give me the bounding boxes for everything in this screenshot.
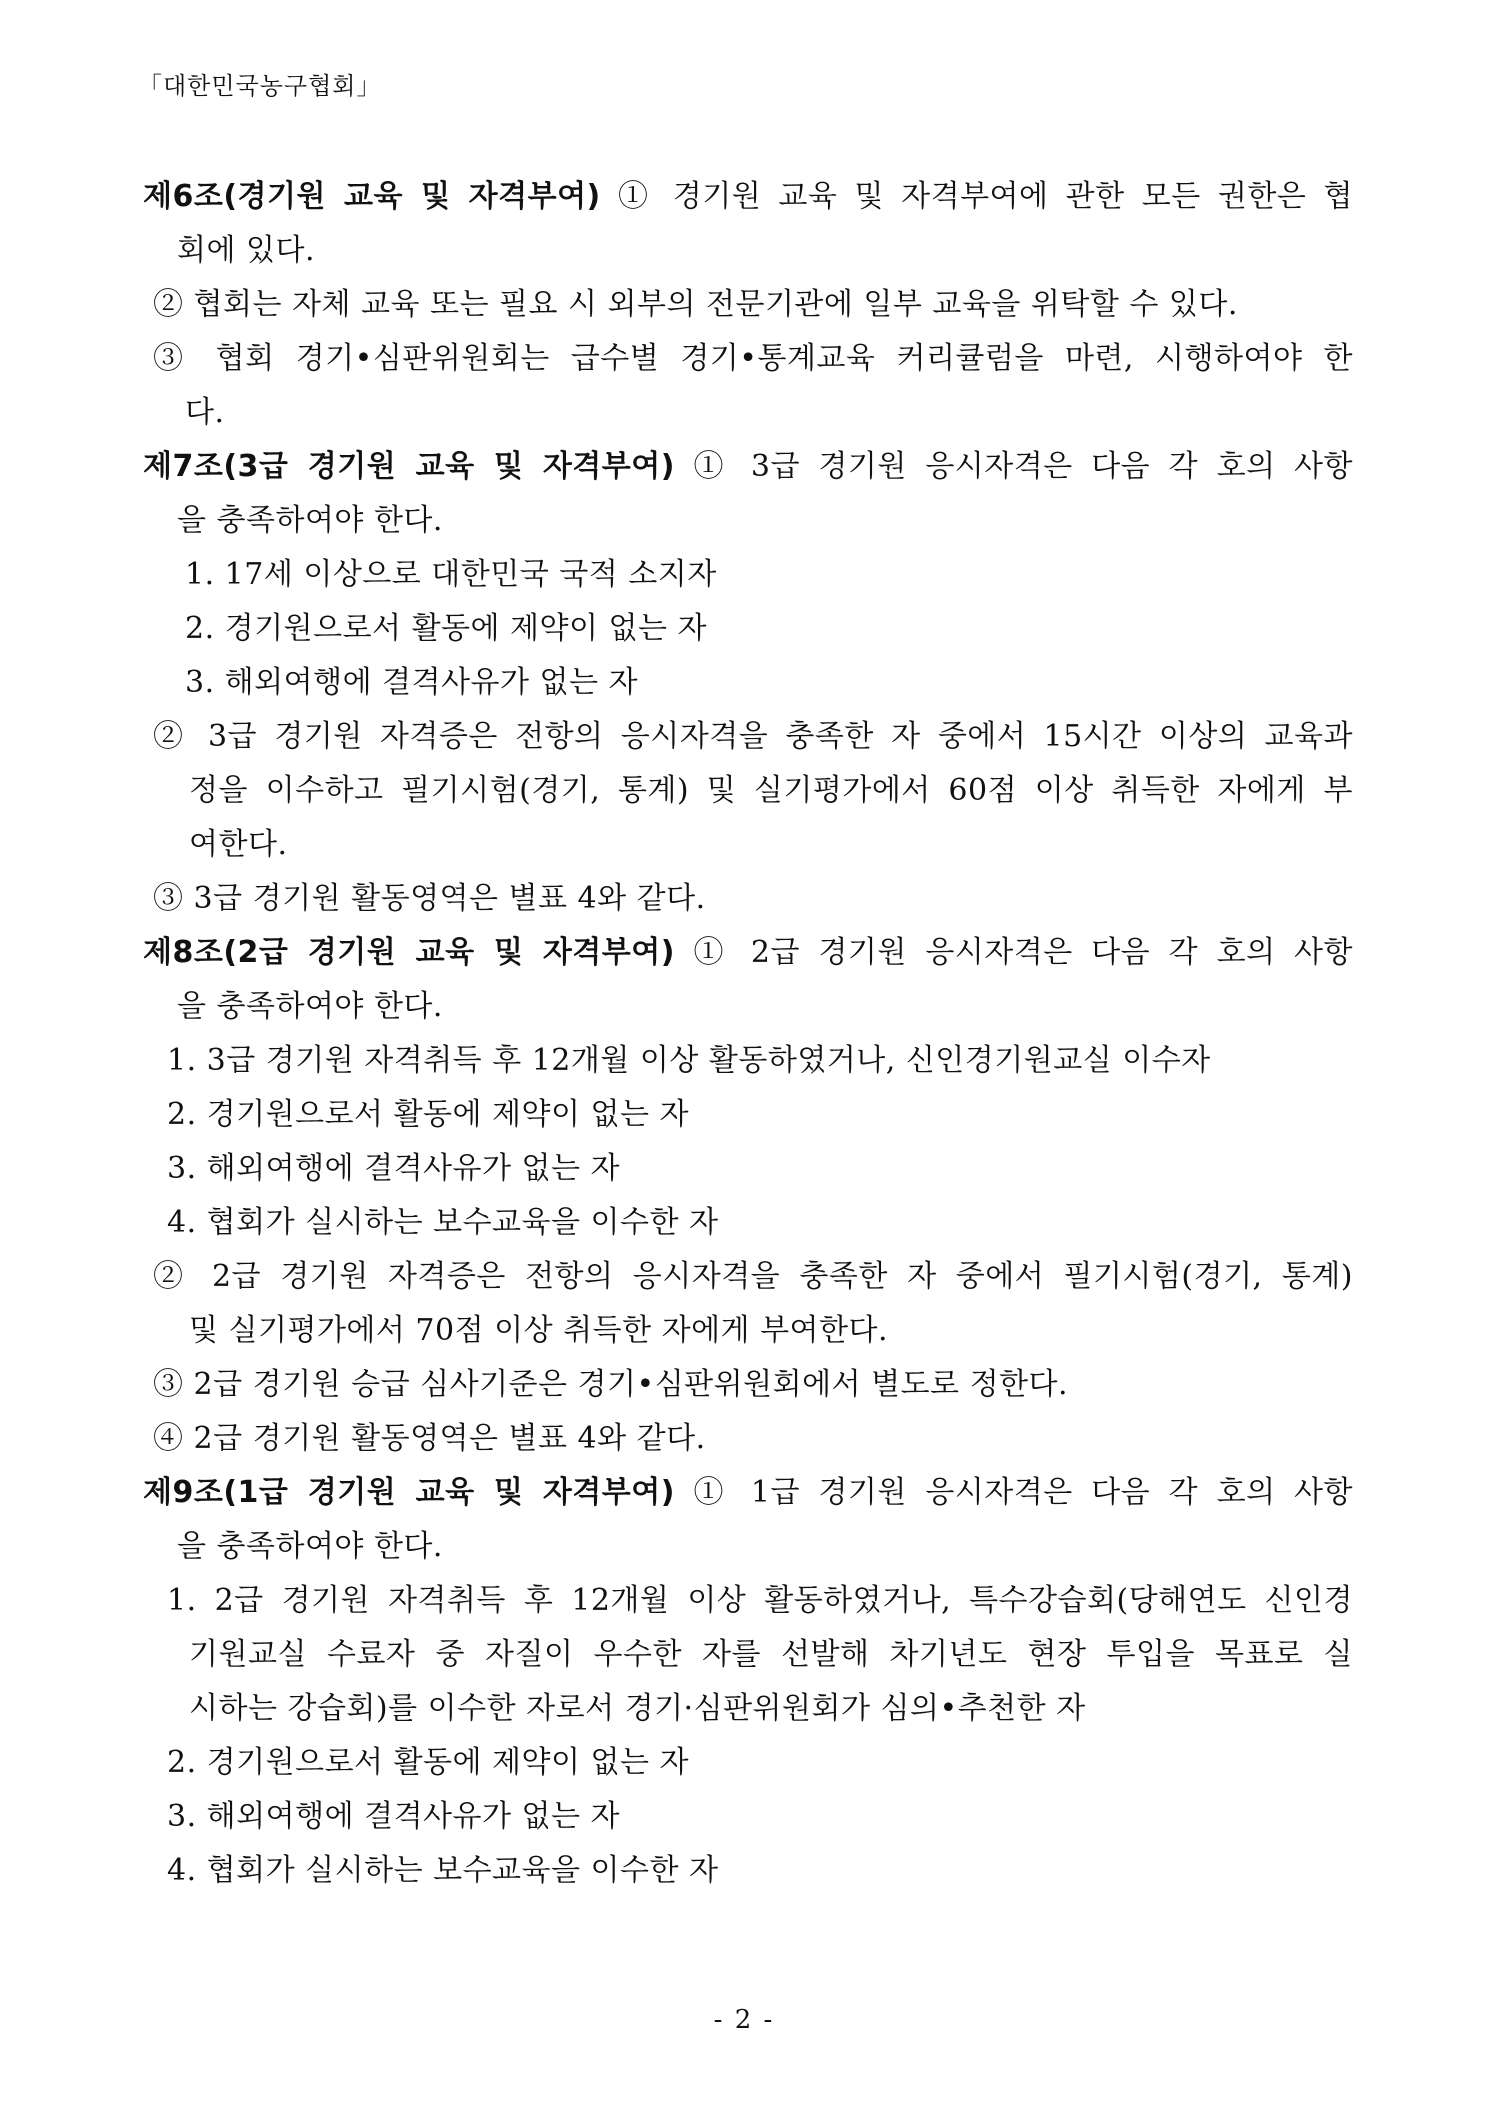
article-8-para-3: ③ 2급 경기원 승급 심사기준은 경기•심판위원회에서 별도로 정한다. [153,1367,1069,1402]
document-header: 「대한민국농구협회」 [138,72,382,100]
list-item: 4. 협회가 실시하는 보수교육을 이수한 자 [167,1205,719,1240]
article-9-title: 제9조(1급 경기원 교육 및 자격부여) [143,1475,675,1510]
article-8-title: 제8조(2급 경기원 교육 및 자격부여) [143,935,675,970]
article-6-title: 제6조(경기원 교육 및 자격부여) [143,179,601,214]
article-6-para-3-line-1: ③ 협회 경기•심판위원회는 급수별 경기•통계교육 커리큘럼을 마련, 시행하여야 한 [153,341,1353,376]
list-item: 3. 해외여행에 결격사유가 없는 자 [167,1151,621,1186]
article-7-para-1-line-2: 을 충족하여야 한다. [177,503,443,538]
article-7-para-1-line-1: ① 3급 경기원 응시자격은 다음 각 호의 사항 [693,449,1353,484]
article-9-item-1-line-2: 기원교실 수료자 중 자질이 우수한 자를 선발해 차기년도 현장 투입을 목표로 실 [189,1637,1353,1672]
article-7-para-3: ③ 3급 경기원 활동영역은 별표 4와 같다. [153,881,706,916]
article-6-first-line [143,170,1353,224]
page-number: - 2 - [713,2005,775,2035]
list-item: 4. 협회가 실시하는 보수교육을 이수한 자 [167,1853,719,1888]
list-item: 3. 해외여행에 결격사유가 없는 자 [167,1799,621,1834]
article-8-para-1-line-1: ① 2급 경기원 응시자격은 다음 각 호의 사항 [693,935,1353,970]
article-8-para-2-line-1: ② 2급 경기원 자격증은 전항의 응시자격을 충족한 자 중에서 필기시험(경기, 통계) [153,1259,1353,1294]
article-8-para-4: ④ 2급 경기원 활동영역은 별표 4와 같다. [153,1421,706,1456]
document-body [143,170,1353,1898]
article-7-para-2-line-2: 정을 이수하고 필기시험(경기, 통계) 및 실기평가에서 60점 이상 취득한 자에게 부 [189,773,1353,808]
article-6-para-2: ② 협회는 자체 교육 또는 필요 시 외부의 전문기관에 일부 교육을 위탁할 수 있다. [153,287,1238,322]
article-6-para-1-line-1: ① 경기원 교육 및 자격부여에 관한 모든 권한은 협 [617,179,1353,214]
article-8-para-2-line-2: 및 실기평가에서 70점 이상 취득한 자에게 부여한다. [189,1313,889,1348]
list-item: 2. 경기원으로서 활동에 제약이 없는 자 [167,1745,690,1780]
article-9-first-line [143,1466,1353,1520]
article-8-para-1-line-2: 을 충족하여야 한다. [177,989,443,1024]
article-9-para-1-line-1: ① 1급 경기원 응시자격은 다음 각 호의 사항 [693,1475,1353,1510]
article-9-para-1-line-2: 을 충족하여야 한다. [177,1529,443,1564]
article-7-para-2-line-3: 여한다. [189,827,288,862]
article-9-item-1-line-3: 시하는 강습회)를 이수한 자로서 경기·심판위원회가 심의•추천한 자 [189,1691,1086,1726]
article-7-title: 제7조(3급 경기원 교육 및 자격부여) [143,449,675,484]
list-item: 2. 경기원으로서 활동에 제약이 없는 자 [167,1097,690,1132]
article-9-item-1-line-1: 1. 2급 경기원 자격취득 후 12개월 이상 활동하였거나, 특수강습회(당해연도 신인경 [167,1583,1353,1618]
article-6-para-3-line-2: 다. [185,395,225,430]
article-6-para-1-line-2: 회에 있다. [177,233,315,268]
list-item: 1. 3급 경기원 자격취득 후 12개월 이상 활동하였거나, 신인경기원교실 이수자 [167,1043,1211,1078]
list-item: 3. 해외여행에 결격사유가 없는 자 [185,665,639,700]
article-8-first-line [143,926,1353,980]
article-7-first-line [143,440,1353,494]
list-item: 2. 경기원으로서 활동에 제약이 없는 자 [185,611,708,646]
article-7-para-2-line-1: ② 3급 경기원 자격증은 전항의 응시자격을 충족한 자 중에서 15시간 이상의 교육과 [153,719,1353,754]
list-item: 1. 17세 이상으로 대한민국 국적 소지자 [185,557,717,592]
